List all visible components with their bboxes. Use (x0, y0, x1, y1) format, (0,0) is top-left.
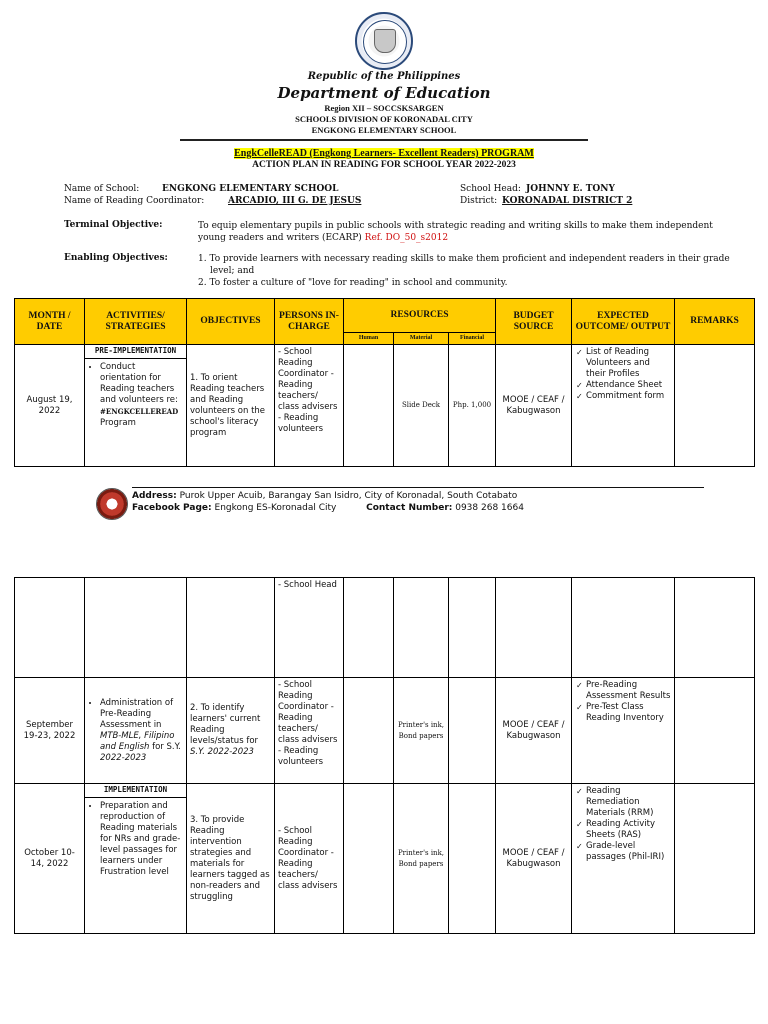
row-financial: Php. 1,000 (449, 345, 496, 467)
republic-heading: Republic of the Philippines (307, 71, 461, 82)
address-label: Address: (132, 491, 177, 501)
terminal-objective-ref: Ref. DO_50_s2012 (364, 233, 449, 243)
terminal-objective-label: Terminal Objective: (64, 220, 163, 230)
department-heading: Department of Education (277, 84, 491, 102)
address-value: Purok Upper Acuib, Barangay San Isidro, City of Koronadal, South Cotabato (179, 491, 518, 501)
phase-label: IMPLEMENTATION (85, 784, 186, 798)
facebook-value: Engkong ES-Koronadal City (214, 503, 337, 513)
row-human (344, 345, 394, 467)
region-heading: Region XII – SOCCSKSARGEN (324, 103, 444, 113)
row-budget: MOOE / CEAF / Kabugwason (496, 345, 572, 467)
header-objectives: OBJECTIVES (187, 299, 275, 345)
outcome-item: ✓ Commitment form (586, 391, 671, 402)
row-remarks (675, 578, 755, 678)
row-persons: - School Head (275, 578, 344, 678)
school-name-value: ENGKONG ELEMENTARY SCHOOL (162, 184, 339, 194)
row-objective (187, 578, 275, 678)
enabling-objectives-label: Enabling Objectives: (64, 253, 168, 263)
action-plan-table-page-1 (14, 298, 755, 467)
row-material: Printer's ink, Bond papers (394, 678, 449, 784)
header-budget: BUDGET SOURCE (496, 299, 572, 345)
row-financial (449, 578, 496, 678)
row-outcome (572, 678, 675, 784)
row-budget (496, 578, 572, 678)
coordinator-label: Name of Reading Coordinator: (64, 196, 205, 206)
row-material: Printer's ink, Bond papers (394, 784, 449, 934)
row-human (344, 578, 394, 678)
row-date: October 10-14, 2022 (15, 784, 85, 934)
header-activities: ACTIVITIES/ STRATEGIES (85, 299, 187, 345)
outcome-item: ✓ List of Reading Volunteers and their Profiles (586, 347, 671, 380)
row-persons: - School Reading Coordinator - Reading teachers/ class advisers - Reading volunteers (275, 678, 344, 784)
enabling-objective-1: 1. To provide learners with necessary reading skills to make them proficient and independent readers in their grade level; and (198, 254, 730, 276)
school-logo (96, 488, 128, 520)
row-budget: MOOE / CEAF / Kabugwason (496, 784, 572, 934)
row-activity: • Administration of Pre-Reading Assessment in MTB-MLE, Filipino and English for S.Y. 2022-2023 (85, 678, 187, 784)
outcome-item: ✓ Reading Remediation Materials (RRM) (586, 786, 671, 819)
outcome-item: ✓ Pre-Reading Assessment Results (586, 680, 671, 702)
row-material: Slide Deck (394, 345, 449, 467)
row-budget: MOOE / CEAF / Kabugwason (496, 678, 572, 784)
row-human (344, 784, 394, 934)
row-material (394, 578, 449, 678)
row-objective: 1. To orient Reading teachers and Reading volunteers on the school's literacy program (187, 345, 275, 467)
deped-seal-logo (355, 12, 413, 70)
header-material: Material (394, 333, 449, 345)
header-human: Human (344, 333, 394, 345)
header-expected: EXPECTED OUTCOME/ OUTPUT (572, 299, 675, 345)
outcome-item: ✓ Pre-Test Class Reading Inventory (586, 702, 671, 724)
row-financial (449, 678, 496, 784)
division-heading: SCHOOLS DIVISION OF KORONADAL CITY (295, 114, 473, 124)
footer-info (132, 490, 524, 514)
outcome-item: ✓ Grade-level passages (Phil-IRI) (586, 841, 671, 863)
row-outcome (572, 345, 675, 467)
header-persons: PERSONS IN-CHARGE (275, 299, 344, 345)
row-objective: 2. To identify learners' current Reading levels/status for S.Y. 2022-2023 (187, 678, 275, 784)
row-activity: PRE-IMPLEMENTATION • Conduct orientation for Reading teachers and volunteers re: #ENGKCELLEREAD Program (85, 345, 187, 467)
school-heading: ENGKONG ELEMENTARY SCHOOL (311, 125, 457, 135)
row-outcome (572, 784, 675, 934)
header-divider (180, 139, 588, 141)
row-remarks (675, 345, 755, 467)
table-row (15, 578, 755, 678)
row-human (344, 678, 394, 784)
row-financial (449, 784, 496, 934)
contact-value: 0938 268 1664 (455, 503, 524, 513)
facebook-label: Facebook Page: (132, 503, 212, 513)
row-objective: 3. To provide Reading intervention strategies and materials for learners tagged as non-readers and struggling (187, 784, 275, 934)
enabling-objective-2: 2. To foster a culture of "love for reading" in school and community. (198, 278, 508, 288)
row-persons: - School Reading Coordinator - Reading teachers/ class advisers - Reading volunteers (275, 345, 344, 467)
school-head-label: School Head: (460, 184, 521, 194)
row-remarks (675, 678, 755, 784)
table-row (15, 345, 755, 467)
action-plan-table-page-2 (14, 577, 755, 934)
row-date: September 19-23, 2022 (15, 678, 85, 784)
outcome-item: ✓ Reading Activity Sheets (RAS) (586, 819, 671, 841)
row-activity: IMPLEMENTATION • Preparation and reproduction of Reading materials for NRs and grade-level passages for learners under Frustration level (85, 784, 187, 934)
header-remarks: REMARKS (675, 299, 755, 345)
plan-subtitle: ACTION PLAN IN READING FOR SCHOOL YEAR 2022-2023 (252, 160, 516, 170)
school-head-value: JOHNNY E. TONY (526, 184, 615, 194)
row-date (15, 578, 85, 678)
row-activity (85, 578, 187, 678)
row-remarks (675, 784, 755, 934)
district-value: KORONADAL DISTRICT 2 (502, 196, 633, 206)
table-row (15, 784, 755, 934)
header-month: MONTH / DATE (15, 299, 85, 345)
outcome-item: ✓ Attendance Sheet (586, 380, 671, 391)
district-label: District: (460, 196, 498, 206)
contact-label: Contact Number: (366, 503, 453, 513)
coordinator-value: ARCADIO, III G. DE JESUS (228, 196, 362, 206)
row-outcome (572, 578, 675, 678)
table-row (15, 678, 755, 784)
program-title: EngkCelleREAD (Engkong Learners- Excellent Readers) PROGRAM (234, 148, 534, 159)
header-financial: Financial (449, 333, 496, 345)
phase-label: PRE-IMPLEMENTATION (85, 345, 186, 359)
row-persons: - School Reading Coordinator - Reading teachers/ class advisers (275, 784, 344, 934)
header-resources: RESOURCES (344, 299, 496, 333)
footer-divider (132, 487, 704, 488)
school-name-label: Name of School: (64, 184, 140, 194)
terminal-objective-text: To equip elementary pupils in public schools with strategic reading and writing skills to make them independent young readers and writers (ECARP) Ref. DO_50_s2012 (198, 221, 713, 243)
row-date: August 19, 2022 (15, 345, 85, 467)
